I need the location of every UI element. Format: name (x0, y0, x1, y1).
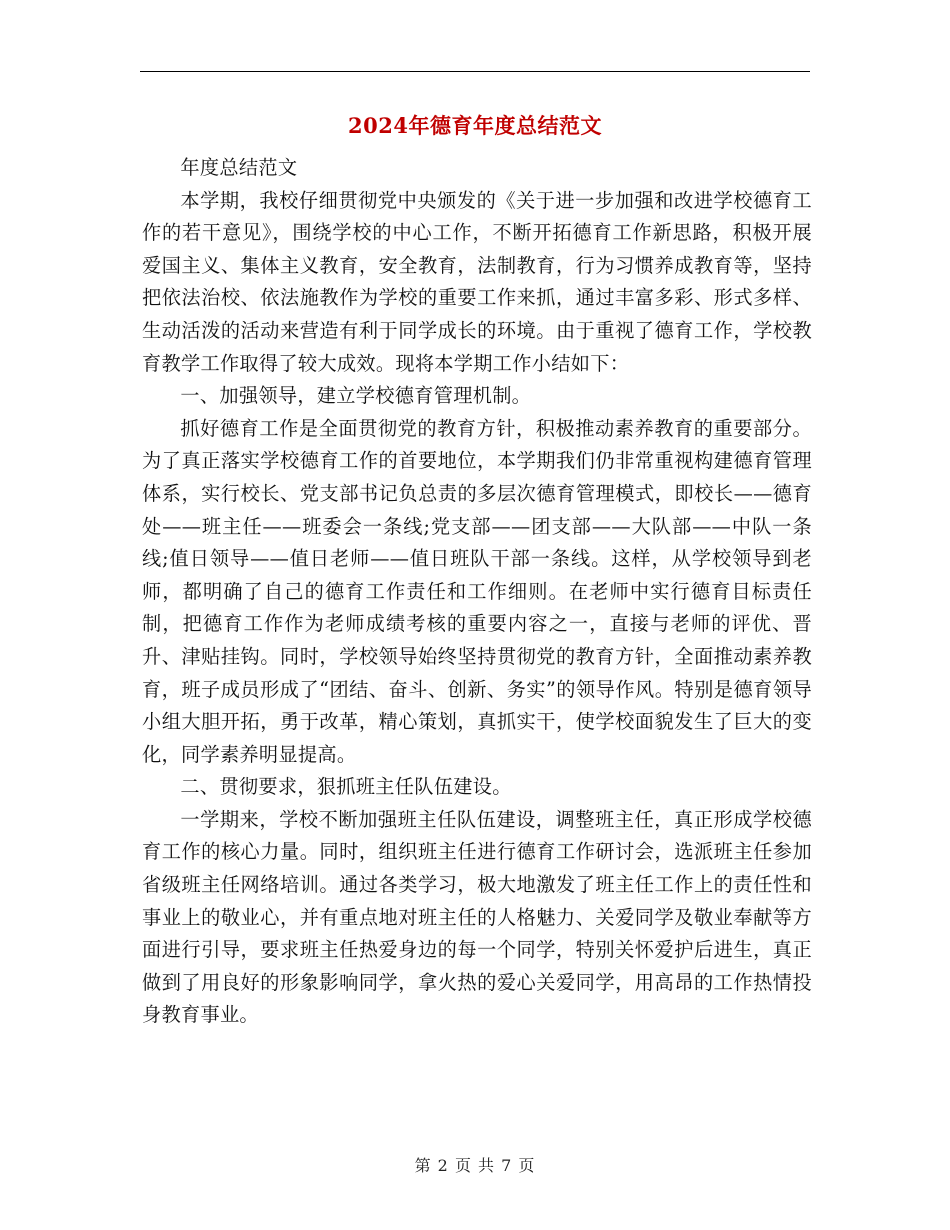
document-title: 2024年德育年度总结范文 (348, 113, 602, 138)
section-heading-1: 一、加强领导，建立学校德育管理机制。 (180, 384, 532, 408)
paragraph-intro: 本学期，我校仔细贯彻党中央颁发的《关于进一步加强和改进学校德育工作的若干意见》，围绕学校的中心工作，不断开拓德育工作新思路，积极开展爱国主义、集体主义教育，安全教育，法制教育，行为习惯养成教育等，坚持把依法治校、依法施教作为学校的重要工作来抓，通过丰富多彩、形式多样、生动活泼的活动来营造有利于同学成长的环境。由于重视了德育工作，学校教育教学工作取得了较大成效。现将本学期工作小结如下： (142, 188, 812, 375)
page-footer: 第 2 页 共 7 页 (414, 1156, 536, 1175)
paragraph-section-1: 抓好德育工作是全面贯彻党的教育方针，积极推动素养教育的重要部分。为了真正落实学校德育工作的首要地位，本学期我们仍非常重视构建德育管理体系，实行校长、党支部书记负总责的多层次德育管理模式，即校长——德育处——班主任——班委会一条线;党支部——团支部——大队部——中队一条线;值日领导——值日老师——值日班队干部一条线。这样，从学校领导到老师，都明确了自己的德育工作责任和工作细则。在老师中实行德育目标责任制，把德育工作作为老师成绩考核的重要内容之一，直接与老师的评优、晋升、津贴挂钩。同时，学校领导始终坚持贯彻党的教育方针，全面推动素养教育，班子成员形成了“团结、奋斗、创新、务实”的领导作风。特别是德育领导小组大胆开拓，勇于改革，精心策划，真抓实干，使学校面貌发生了巨大的变化，同学素养明显提高。 (142, 416, 812, 766)
header-rule (140, 71, 810, 72)
paragraph-section-2: 一学期来，学校不断加强班主任队伍建设，调整班主任，真正形成学校德育工作的核心力量。同时，组织班主任进行德育工作研讨会，选派班主任参加省级班主任网络培训。通过各类学习，极大地激发了班主任工作上的责任性和事业上的敬业心，并有重点地对班主任的人格魅力、关爱同学及敬业奉献等方面进行引导，要求班主任热爱身边的每一个同学，特别关怀爱护后进生，真正做到了用良好的形象影响同学，拿火热的爱心关爱同学，用高昂的工作热情投身教育事业。 (142, 807, 812, 1027)
paragraph-subtitle: 年度总结范文 (180, 156, 298, 179)
document-body (142, 152, 812, 1032)
section-heading-2: 二、贯彻要求，狠抓班主任队伍建设。 (180, 775, 512, 799)
